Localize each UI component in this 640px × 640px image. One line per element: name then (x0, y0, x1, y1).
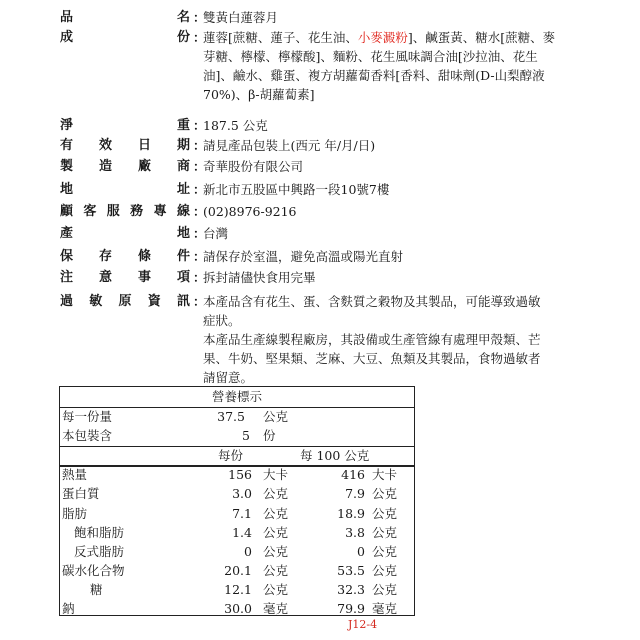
per-serving-unit: 公克 (263, 563, 289, 578)
field-label (60, 268, 190, 287)
per-100g-value: 3.8 (345, 525, 365, 540)
label-char: 顧 (60, 204, 74, 219)
note-line: 請留意。 (203, 370, 254, 385)
note-line: 果、牛奶、堅果類、芝麻、大豆、魚類及其製品，食物過敏者 (203, 351, 541, 366)
per-serving-value: 30.0 (224, 601, 252, 616)
field-value: 奇華股份有限公司 (203, 159, 304, 174)
field-label (60, 136, 190, 155)
per-serving-unit: 公克 (263, 544, 289, 559)
field-value (203, 28, 603, 104)
colon: ： (193, 30, 206, 45)
per-serving-value: 3.0 (232, 486, 252, 501)
colon: ： (193, 118, 206, 133)
per-serving-unit: 公克 (263, 486, 289, 501)
label-char: 訊 (176, 294, 190, 309)
nutrition-table (59, 386, 415, 616)
serving-label: 每一份量 (62, 409, 113, 424)
label-char: 份 (176, 30, 190, 45)
field-label (60, 202, 190, 221)
label-char: 過 (60, 294, 74, 309)
per-serving-unit: 大卡 (263, 467, 289, 482)
per-100g-unit: 公克 (372, 506, 398, 521)
label-char: 有 (60, 138, 74, 153)
value-text: ]、鹹蛋黃、糖水[蔗糖、麥 (407, 30, 556, 45)
value-line (203, 66, 603, 85)
per-serving-unit: 毫克 (263, 601, 289, 616)
per-serving-value: 0 (244, 544, 252, 559)
per-serving-value: 156 (228, 467, 252, 482)
label-char: 條 (137, 249, 151, 264)
value-text: 蓮蓉[蔗糖、蓮子、花生油、 (203, 30, 358, 45)
label-char: 址 (176, 182, 190, 197)
value-line (203, 292, 603, 311)
field-value (203, 292, 603, 330)
per-serving-value: 1.4 (232, 525, 252, 540)
per-100g-unit: 毫克 (372, 601, 398, 616)
label-char: 商 (176, 159, 190, 174)
label-char: 廠 (137, 159, 151, 174)
value-line (203, 311, 603, 330)
field-value: 請保存於室溫，避免高溫或陽光直射 (203, 249, 404, 264)
label-char: 資 (147, 294, 161, 309)
field-label (60, 157, 190, 176)
allergen-note (203, 330, 603, 387)
table-title: 營養標示 (212, 389, 263, 404)
colon: ： (193, 204, 206, 219)
label-char: 務 (130, 204, 144, 219)
field-label (60, 292, 190, 311)
per-serving-unit: 公克 (263, 506, 289, 521)
label-char: 存 (98, 249, 112, 264)
value-text: 本產品含有花生、蛋、含麩質之穀物及其製品，可能導致過敏 (203, 294, 541, 309)
colon: ： (193, 294, 206, 309)
label-char: 期 (176, 138, 190, 153)
serving-unit: 公克 (263, 409, 289, 424)
label-char: 地 (176, 226, 190, 241)
label-char: 地 (60, 182, 74, 197)
per-100g-value: 32.3 (337, 582, 365, 597)
label-char: 原 (118, 294, 132, 309)
label-char: 淨 (60, 118, 74, 133)
nutrient-name: 碳水化合物 (62, 563, 125, 578)
nutrient-name: 糖 (90, 582, 103, 597)
label-char: 客 (83, 204, 97, 219)
per-serving-value: 20.1 (224, 563, 252, 578)
label-char: 日 (137, 138, 151, 153)
per-serving-unit: 公克 (263, 525, 289, 540)
value-line (203, 47, 603, 66)
field-label (60, 116, 190, 135)
label-char: 件 (176, 249, 190, 264)
servings-value: 5 (242, 428, 250, 443)
label-char: 項 (176, 270, 190, 285)
label-char: 事 (137, 270, 151, 285)
colon: ： (193, 226, 206, 241)
value-line (203, 85, 603, 104)
per-100g-unit: 公克 (372, 525, 398, 540)
nutrient-name: 熱量 (62, 467, 88, 482)
label-char: 品 (60, 10, 74, 25)
product-code: J12-4 (348, 618, 378, 631)
servings-label: 本包裝含 (62, 428, 113, 443)
per-100g-unit: 公克 (372, 486, 398, 501)
nutrient-name: 蛋白質 (62, 486, 100, 501)
field-value: 拆封請儘快食用完畢 (203, 270, 316, 285)
col-per-serving: 每份 (218, 448, 244, 463)
value-text: 芽糖、檸檬、檸檬酸]、麵粉、花生風味調合油[沙拉油、花生 (203, 49, 538, 64)
value-text: 油]、鹼水、雞蛋、複方胡蘿蔔香料[香料、甜味劑(D-山梨醇液 (203, 68, 545, 83)
nutrient-name: 脂肪 (62, 506, 88, 521)
per-100g-value: 18.9 (337, 506, 365, 521)
serving-value: 37.5 (217, 409, 245, 424)
label-char: 專 (153, 204, 167, 219)
value-line (203, 28, 603, 47)
field-value: 新北市五股區中興路一段10號7樓 (203, 182, 390, 197)
label-char: 製 (60, 159, 74, 174)
value-text: 70%)、β-胡蘿蔔素] (203, 87, 315, 102)
per-100g-unit: 公克 (372, 563, 398, 578)
label-char: 注 (60, 270, 74, 285)
field-value: 請見產品包裝上(西元 年/月/日) (203, 138, 376, 153)
per-100g-value: 416 (341, 467, 365, 482)
label-char: 意 (98, 270, 112, 285)
colon: ： (193, 138, 206, 153)
colon: ： (193, 10, 206, 25)
colon: ： (193, 249, 206, 264)
field-value: 雙黃白蓮蓉月 (203, 10, 279, 25)
nutrient-name: 反式脂肪 (74, 544, 125, 559)
per-100g-value: 0 (357, 544, 365, 559)
field-label (60, 224, 190, 243)
field-label (60, 28, 190, 47)
label-char: 服 (106, 204, 120, 219)
field-label (60, 8, 190, 27)
per-100g-unit: 公克 (372, 544, 398, 559)
per-serving-value: 12.1 (224, 582, 252, 597)
value-text: 症狀。 (203, 313, 241, 328)
label-char: 敏 (89, 294, 103, 309)
label-char: 名 (176, 10, 190, 25)
label-char: 產 (60, 226, 74, 241)
nutrient-name: 鈉 (62, 601, 75, 616)
servings-unit: 份 (263, 428, 276, 443)
field-value: 台灣 (203, 226, 229, 241)
label-char: 重 (176, 118, 190, 133)
field-label (60, 247, 190, 266)
allergen-highlight: 小麥澱粉 (357, 30, 408, 45)
label-char: 造 (98, 159, 112, 174)
field-label (60, 180, 190, 199)
col-per-100g: 每 100 公克 (300, 448, 370, 463)
per-100g-unit: 公克 (372, 582, 398, 597)
colon: ： (193, 182, 206, 197)
field-value: 187.5 公克 (203, 118, 268, 133)
per-100g-value: 79.9 (337, 601, 365, 616)
per-100g-unit: 大卡 (372, 467, 398, 482)
label-char: 成 (60, 30, 74, 45)
per-serving-value: 7.1 (232, 506, 252, 521)
colon: ： (193, 159, 206, 174)
label-char: 效 (98, 138, 112, 153)
field-value: (02)8976-9216 (203, 204, 297, 219)
per-100g-value: 7.9 (345, 486, 365, 501)
note-line: 本產品生產線製程廠房，其設備或生產管線有處理甲殼類、芒 (203, 332, 541, 347)
label-char: 線 (176, 204, 190, 219)
nutrient-name: 飽和脂肪 (74, 525, 125, 540)
per-serving-unit: 公克 (263, 582, 289, 597)
label-char: 保 (60, 249, 74, 264)
colon: ： (193, 270, 206, 285)
per-100g-value: 53.5 (337, 563, 365, 578)
